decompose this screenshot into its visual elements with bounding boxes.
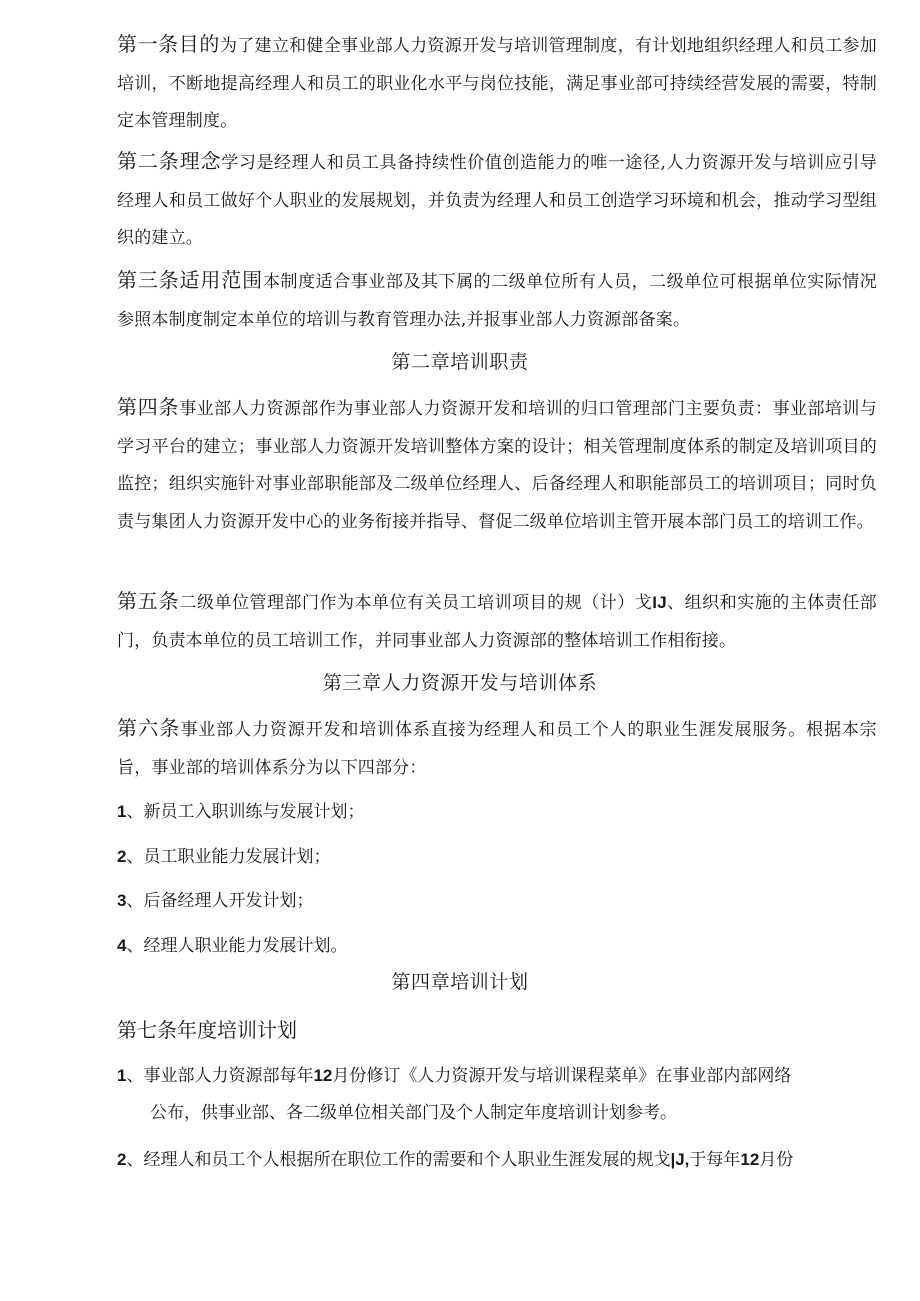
article-2-lead: 第二条理念 bbox=[117, 149, 222, 173]
list-item-text: 、新员工入职训练与发展计划； bbox=[126, 802, 365, 822]
list-item bbox=[117, 886, 877, 916]
article-5-text-a: 二级单位管理部门作为本单位有关员工培训项目的规（计）戈 bbox=[179, 593, 653, 613]
article-7-item-2-number: 2 bbox=[117, 1150, 127, 1169]
list-item-text: 、后备经理人开发计划； bbox=[126, 891, 314, 911]
article-1-lead: 第一条目的 bbox=[117, 32, 220, 56]
article-2 bbox=[117, 143, 877, 258]
article-7-item-2-text-a: 、经理人和员工个人根据所在职位工作的需要和个人职业生涯发展的规戈 bbox=[126, 1150, 671, 1170]
article-7-item-1-continuation: 公布，供事业部、各二级单位相关部门及个人制定年度培训计划参考。 bbox=[150, 1103, 677, 1123]
chapter-2-heading: 第二章培训职责 bbox=[391, 351, 529, 373]
article-4 bbox=[117, 389, 877, 541]
article-5 bbox=[117, 583, 877, 660]
list-item bbox=[117, 931, 877, 961]
article-7-item-1-text-b: 月份修订《人力资源开发与培训课程菜单》在事业部内部网络 bbox=[332, 1066, 792, 1086]
chapter-4-heading: 第四章培训计划 bbox=[391, 971, 529, 993]
list-item-text: 、员工职业能力发展计划； bbox=[126, 847, 331, 867]
article-6 bbox=[117, 710, 877, 787]
list-item-number: 3 bbox=[117, 891, 127, 910]
article-7-item-1-month: 12 bbox=[313, 1066, 333, 1085]
article-3-text: 本制度适合事业部及其下属的二级单位所有人员，二级单位可根据单位实际情况参照本制度制定本单位的培训与教育管理办法,并报事业部人力资源部备案。 bbox=[117, 272, 878, 330]
article-7-item-2-text-b: 于每年 bbox=[689, 1150, 741, 1170]
article-3-lead: 第三条适用范围 bbox=[117, 268, 263, 292]
chapter-3-heading: 第三章人力资源开发与培训体系 bbox=[322, 672, 598, 694]
list-item-number: 1 bbox=[117, 802, 127, 821]
list-item bbox=[117, 797, 877, 827]
list-item-number: 4 bbox=[117, 936, 127, 955]
article-2-text: 学习是经理人和员工具备持续性价值创造能力的唯一途径,人力资源开发与培训应引导经理人和员工做好个人职业的发展规划，并负责为经理人和员工创造学习环境和机会，推动学习型组织的建立。 bbox=[117, 153, 877, 248]
article-7-item-2-glyph: |J, bbox=[670, 1150, 690, 1169]
article-3 bbox=[117, 262, 877, 339]
article-7-title: 第七条年度培训计划 bbox=[117, 1018, 297, 1042]
article-6-lead: 第六条 bbox=[117, 716, 181, 740]
article-7-item-1-text-a: 、事业部人力资源部每年 bbox=[126, 1066, 314, 1086]
article-4-text: 事业部人力资源部作为事业部人力资源开发和培训的归口管理部门主要负责：事业部培训与学习平台的建立；事业部人力资源开发培训整体方案的设计；相关管理制度体系的制定及培训项目的监控；组织实施针对事业部职能部及二级单位经理人、后备经理人和职能部员工的培训项目；同时负责与集团人力资源开发中心的业务衔接并指导、督促二级单位培训主管开展本部门员工的培训工作。 bbox=[117, 399, 877, 532]
article-5-glyph: IJ bbox=[652, 593, 667, 612]
article-7-item-1-number: 1 bbox=[117, 1066, 127, 1085]
article-4-lead: 第四条 bbox=[117, 395, 180, 419]
list-item-text: 、经理人职业能力发展计划。 bbox=[126, 936, 348, 956]
article-1-text: 为了建立和健全事业部人力资源开发与培训管理制度，有计划地组织经理人和员工参加培训，不断地提高经理人和员工的职业化水平与岗位技能，满足事业部可持续经营发展的需要，特制定本管理制度。 bbox=[117, 36, 877, 131]
article-7-item-2-month: 12 bbox=[740, 1150, 760, 1169]
article-7-item-2-text-c: 月份 bbox=[759, 1150, 794, 1170]
article-5-lead: 第五条 bbox=[117, 589, 180, 613]
article-7-item-2 bbox=[117, 1145, 877, 1175]
list-item bbox=[117, 842, 877, 872]
article-5-text-b: 、组织和实施的主体责任部门，负责本单位的员工培训工作，并同事业部人力资源部的整体培训工作相衔接。 bbox=[117, 593, 877, 651]
article-1 bbox=[117, 26, 877, 141]
article-7-item-1 bbox=[117, 1057, 877, 1132]
article-6-text: 事业部人力资源开发和培训体系直接为经理人和员工个人的职业生涯发展服务。根据本宗旨，事业部的培训体系分为以下四部分： bbox=[117, 720, 877, 778]
list-item-number: 2 bbox=[117, 847, 127, 866]
